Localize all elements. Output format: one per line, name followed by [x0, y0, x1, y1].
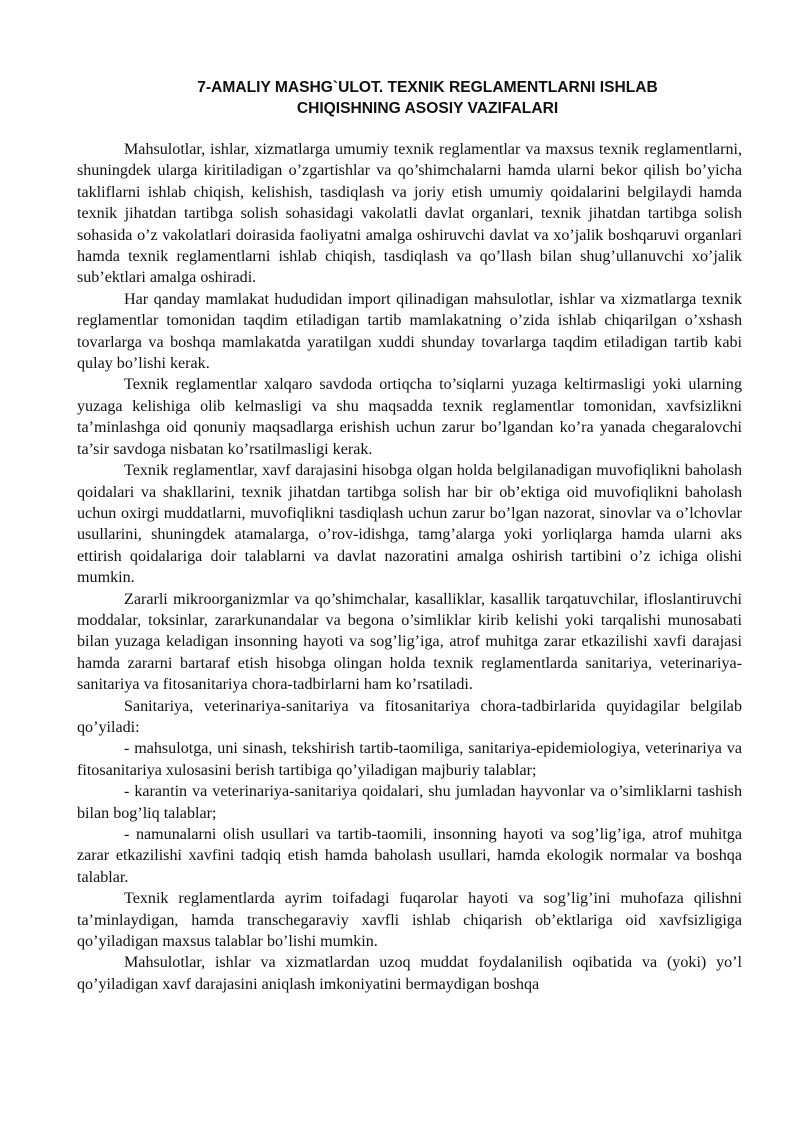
- document-page: [77, 77, 742, 995]
- paragraph-4: Texnik reglamentlar, xavf darajasini hisobga olgan holda belgilanadigan muvofiqlikni baholash qoidalari va shakllarini, texnik jihatdan tartibga solish har bir ob’ektiga oid muvofiqlikni baholash uchun oxirgi muddatlarni, muvofiqlikni tasdiqlash uchun zarur bo’lgan nazorat, sinovlar va o’lchovlar usullarini, shuningdek atamalarga, o’rov-idishga, tamg’alarga yoki yorliqlarga hamda ularni aks ettirish qoidalariga doir talablarni va davlat nazoratini amalga oshirish tartibini o’z ichiga olishi mumkin.: [77, 462, 742, 587]
- paragraph-3: Texnik reglamentlar xalqaro savdoda ortiqcha to’siqlarni yuzaga keltirmasligi yoki ularning yuzaga kelishiga olib kelmasligi va shu maqsadda texnik reglamentlar tomonidan, xavfsizlikni ta’minlashga oid qonuniy maqsadlarga erishish uchun zarur bo’lgandan ko’ra yanada chegaralovchi ta’sir savdoga nisbatan ko’rsatilmasligi kerak.: [77, 376, 742, 458]
- title-line-1: 7-AMALIY MASHG`ULOT. TEXNIK REGLAMENTLARNI ISHLAB: [197, 79, 658, 96]
- paragraph-7: Texnik reglamentlarda ayrim toifadagi fuqarolar hayoti va sog’lig’ini muhofaza qilishni ta’minlaydigan, hamda transchegaraviy xavfli ishlab chiqarish ob’ektlariga oid xavfsizligiga qo’yiladigan maxsus talablar bo’lishi mumkin.: [77, 890, 742, 951]
- paragraph-5: Zararli mikroorganizmlar va qo’shimchalar, kasalliklar, kasallik tarqatuvchilar, ifloslantiruvchi moddalar, toksinlar, zararkunandalar va begona o’simliklar kirib kelishi yoki tarqalishi munosabati bilan yuzaga keladigan insonning hayoti va sog’lig’iga, atrof muhitga zarar etkazilishi xavfi darajasi hamda zararni bartaraf etish hisobga olingan holda texnik reglamentlarda sanitariya, veterinariya-sanitariya va fitosanitariya chora-tadbirlarni ham ko’rsatiladi.: [77, 590, 742, 694]
- list-item-1: - mahsulotga, uni sinash, tekshirish tartib-taomiliga, sanitariya-epidemiologiya, veterinariya va fitosanitariya xulosasini berish tartibiga qo’yiladigan majburiy talablar;: [77, 740, 742, 779]
- page-title: [77, 77, 742, 119]
- title-line-2: CHIQISHNING ASOSIY VAZIFALARI: [296, 100, 559, 117]
- paragraph-2: Har qanday mamlakat hududidan import qilinadigan mahsulotlar, ishlar va xizmatlarga texnik reglamentlar tomonidan taqdim etiladigan tartib mamlakatning o’zida ishlab chiqarilgan o’xshash tovarlarga va boshqa mamlakatda yaratilgan xuddi shunday tovarlarga taqdim etiladigan tartib kabi qulay bo’lishi kerak.: [77, 290, 742, 373]
- list-item-3: - namunalarni olish usullari va tartib-taomili, insonning hayoti va sog’lig’iga, atrof muhitga zarar etkazilishi xavfini tadqiq etish hamda baholash usullari, hamda ekologik normalar va boshqa talablar.: [77, 826, 742, 886]
- paragraph-6: Sanitariya, veterinariya-sanitariya va fitosanitariya chora-tadbirlarida quyidagilar belgilab qo’yiladi:: [77, 697, 742, 736]
- paragraph-8: Mahsulotlar, ishlar va xizmatlardan uzoq muddat foydalanilish oqibatida va (yoki) yo’l qo’yiladigan xavf darajasini aniqlash imkoniyatini bermaydigan boshqa: [77, 954, 742, 993]
- paragraph-1: Mahsulotlar, ishlar, xizmatlarga umumiy texnik reglamentlar va maxsus texnik reglamentlarni, shuningdek ularga kiritiladigan o’zgartishlar va qo’shimchalarni hamda ularni bekor qilish bo’yicha takliflarni ishlab chiqish, kelishish, tasdiqlash va joriy etish umumiy qoidalarini belgilaydi hamda texnik jihatdan tartibga solish sohasidagi vakolatli davlat organlari, texnik jihatdan tartibga solish sohasida o’z vakolatlari doirasida faoliyatni amalga oshiruvchi davlat va xo’jalik boshqaruvi organlari hamda texnik reglamentlarni ishlab chiqish, tasdiqlash va qo’llash bilan shug’ullanuvchi xo’jalik sub’ektlari amalga oshiradi.: [77, 141, 742, 287]
- list-item-2: - karantin va veterinariya-sanitariya qoidalari, shu jumladan hayvonlar va o’simliklarni tashish bilan bog’liq talablar;: [77, 783, 742, 822]
